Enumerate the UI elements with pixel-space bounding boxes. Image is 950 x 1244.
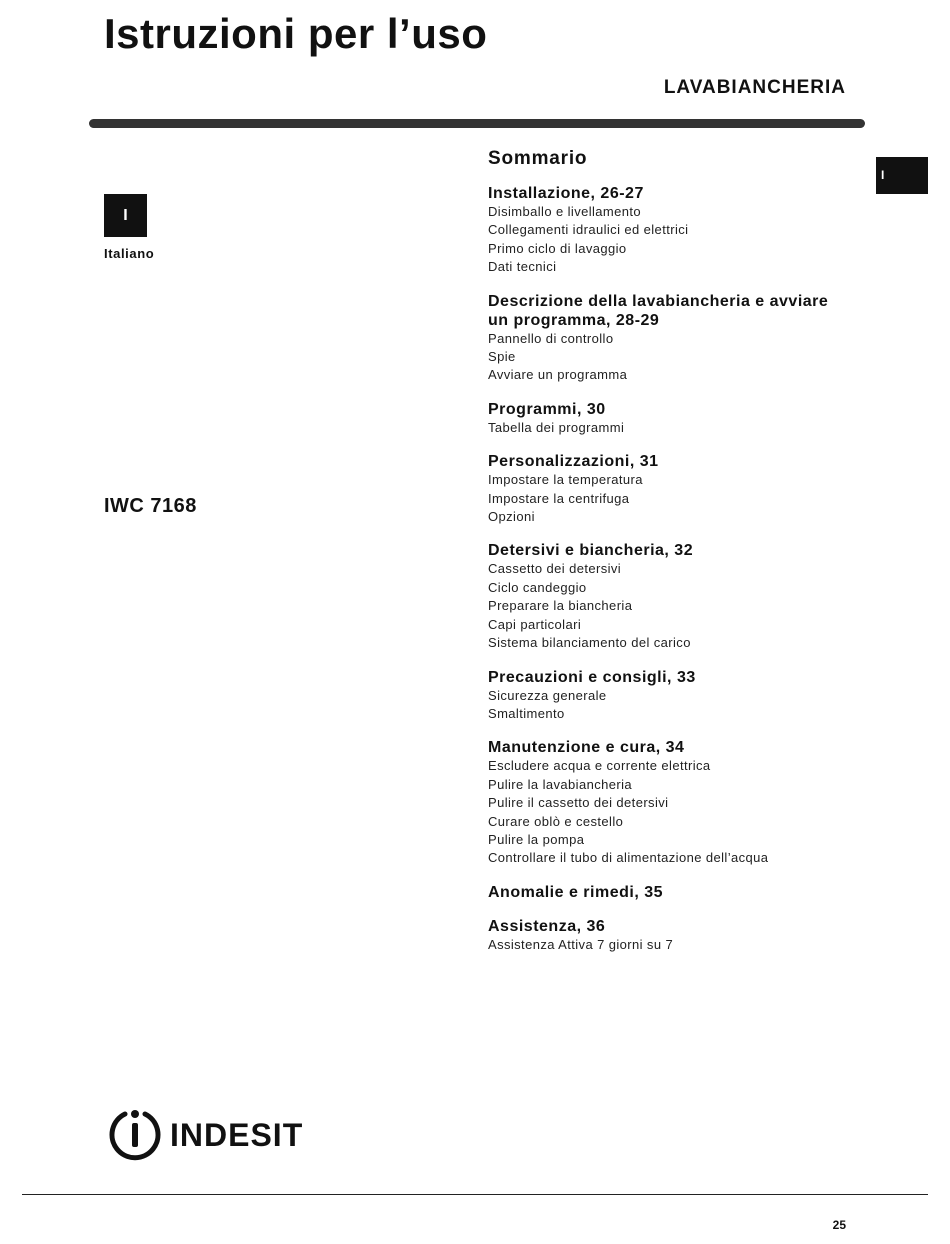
toc-item: Cassetto dei detersivi [488, 561, 622, 577]
toc-section-title: Assistenza, 36 [488, 917, 606, 935]
page-title: Istruzioni per l’uso [104, 10, 488, 57]
toc-section-title: Manutenzione e cura, 34 [488, 739, 685, 757]
toc-item: Avviare un programma [488, 367, 628, 383]
toc-section [488, 452, 848, 526]
toc-sections [488, 184, 848, 954]
toc-section-title: Installazione, 26-27 [488, 185, 644, 202]
toc-item: Sistema bilanciamento del carico [488, 635, 691, 651]
brand-wordmark: INDESIT [170, 1116, 304, 1153]
indesit-logo-icon [106, 1106, 164, 1164]
toc-item: Ciclo candeggio [488, 579, 587, 595]
toc-item: Tabella dei programmi [488, 419, 625, 435]
toc-section [488, 184, 848, 277]
language-code-badge: I [104, 194, 147, 237]
toc-item: Escludere acqua e corrente elettrica [488, 758, 711, 774]
toc-item: Impostare la temperatura [488, 472, 643, 488]
toc-section [488, 738, 848, 867]
toc-item: Sicurezza generale [488, 687, 607, 703]
toc-item: Pulire il cassetto dei detersivi [488, 795, 669, 811]
toc-item: Pulire la pompa [488, 831, 585, 847]
language-label: Italiano [104, 246, 155, 261]
toc-section-title: Programmi, 30 [488, 400, 606, 418]
toc-section [488, 541, 848, 652]
toc-section [488, 883, 848, 902]
footer-divider [22, 1194, 928, 1195]
toc-item: Collegamenti idraulici ed elettrici [488, 222, 689, 238]
toc-heading: Sommario [488, 148, 588, 169]
header-divider [89, 119, 865, 128]
toc-item: Pulire la lavabiancheria [488, 776, 633, 792]
toc-item: Curare oblò e cestello [488, 813, 624, 829]
toc-item: Assistenza Attiva 7 giorni su 7 [488, 936, 674, 952]
toc-item: Opzioni [488, 509, 535, 525]
toc-section [488, 292, 848, 385]
product-type: LAVABIANCHERIA [663, 77, 846, 98]
toc-section [488, 668, 848, 724]
toc-item: Preparare la biancheria [488, 598, 633, 614]
brand-logo [106, 1106, 303, 1164]
model-number: IWC 7168 [104, 495, 197, 517]
toc-item: Dati tecnici [488, 259, 557, 275]
toc-item: Disimballo e livellamento [488, 204, 642, 219]
toc-section-title: Personalizzazioni, 31 [488, 453, 659, 471]
toc-item: Primo ciclo di lavaggio [488, 240, 627, 256]
toc-section-title: Detersivi e biancheria, 32 [488, 542, 694, 560]
toc-section-title: Descrizione della lavabiancheria e avviare un programma, 28-29 [488, 292, 829, 329]
toc-item: Controllare il tubo di alimentazione dell’acqua [488, 850, 769, 866]
table-of-contents [488, 148, 848, 969]
toc-item: Spie [488, 349, 516, 365]
toc-section-title: Anomalie e rimedi, 35 [488, 883, 664, 901]
toc-item: Pannello di controllo [488, 330, 614, 346]
toc-section-title: Precauzioni e consigli, 33 [488, 668, 696, 686]
toc-item: Smaltimento [488, 705, 565, 721]
language-side-tab: I [876, 157, 928, 194]
toc-item: Capi particolari [488, 616, 582, 632]
toc-item: Impostare la centrifuga [488, 490, 630, 506]
page-number: 25 [832, 1218, 846, 1232]
toc-section [488, 917, 848, 954]
toc-section [488, 400, 848, 437]
